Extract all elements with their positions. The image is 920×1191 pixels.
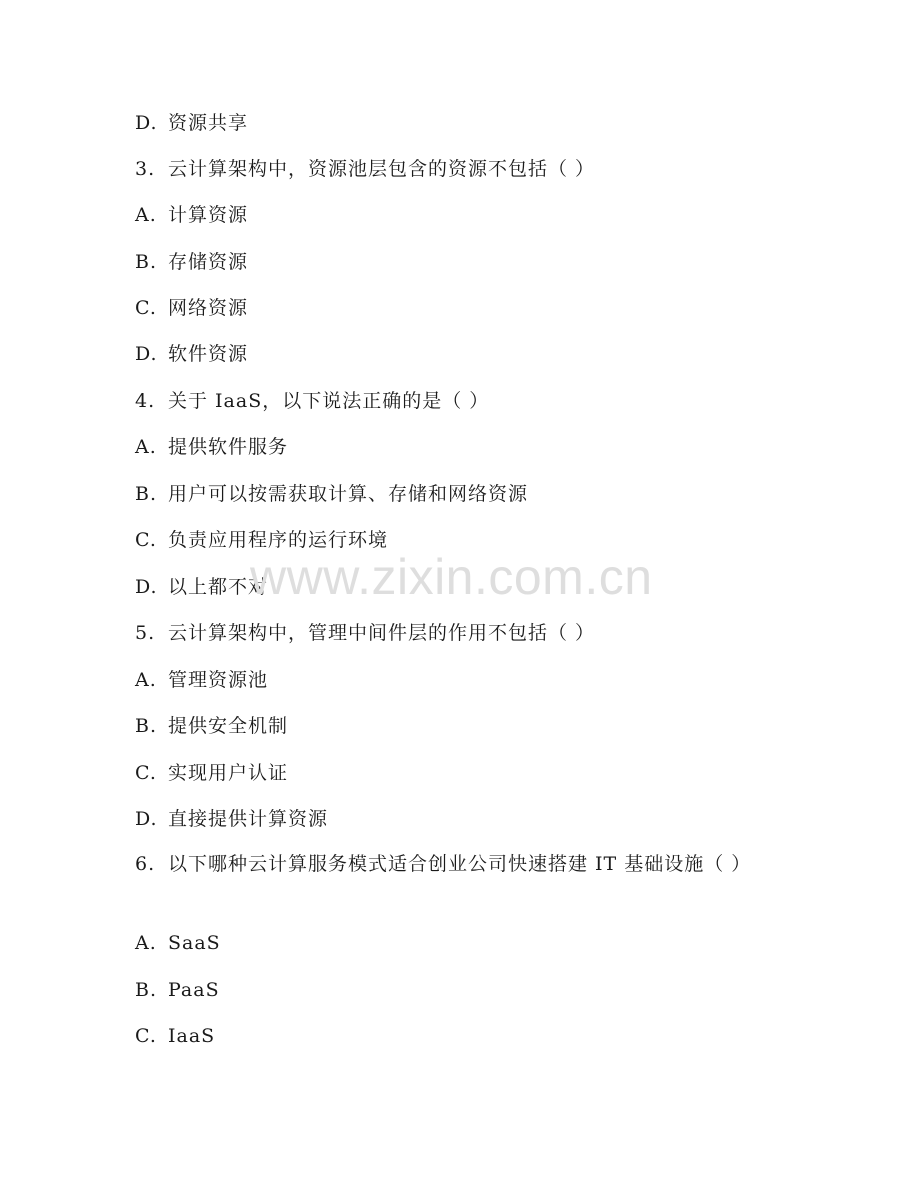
- option-text: SaaS: [168, 932, 221, 954]
- option-label: C.: [135, 297, 157, 319]
- question-number: 6.: [135, 853, 156, 875]
- option-text: 用户可以按需获取计算、存储和网络资源: [168, 483, 529, 505]
- option-text: 计算资源: [168, 204, 249, 226]
- option-d-q3: [135, 342, 755, 366]
- option-text: 提供安全机制: [168, 715, 289, 737]
- question-text: 云计算架构中，资源池层包含的资源不包括（ ）: [168, 158, 596, 180]
- option-label: D.: [135, 576, 158, 598]
- option-label: A.: [135, 204, 157, 226]
- question-number: 3.: [135, 158, 156, 180]
- option-text: 直接提供计算资源: [168, 808, 329, 830]
- option-c-q6: [135, 1024, 755, 1048]
- question-text: 关于 IaaS，以下说法正确的是（ ）: [168, 390, 490, 412]
- option-text: 负责应用程序的运行环境: [168, 529, 389, 551]
- watermark: www.zixin.com.cn: [250, 549, 653, 605]
- option-label: C.: [135, 529, 157, 551]
- option-label: D.: [135, 343, 158, 365]
- option-text: 管理资源池: [168, 669, 269, 691]
- option-text: 以上都不对: [168, 576, 269, 598]
- question-4: [135, 389, 755, 413]
- option-label: B.: [135, 483, 158, 505]
- option-label: A.: [135, 436, 157, 458]
- option-label: B.: [135, 979, 158, 1001]
- option-label: C.: [135, 1025, 157, 1047]
- option-b-q5: [135, 714, 755, 738]
- option-label: A.: [135, 669, 157, 691]
- option-b-q3: [135, 250, 755, 274]
- question-text: 云计算架构中，管理中间件层的作用不包括（ ）: [168, 622, 596, 644]
- option-c-q5: [135, 761, 755, 785]
- option-text: IaaS: [168, 1025, 216, 1047]
- option-d-q2: [135, 111, 755, 135]
- option-label: B.: [135, 251, 158, 273]
- option-a-q3: [135, 203, 755, 227]
- option-text: PaaS: [168, 979, 220, 1001]
- option-d-q5: [135, 807, 755, 831]
- option-b-q4: [135, 482, 755, 506]
- option-label: B.: [135, 715, 158, 737]
- option-c-q3: [135, 296, 755, 320]
- option-a-q5: [135, 668, 755, 692]
- option-label: D.: [135, 808, 158, 830]
- question-number: 5.: [135, 622, 156, 644]
- question-5: [135, 621, 755, 645]
- option-a-q4: [135, 435, 755, 459]
- question-text: 以下哪种云计算服务模式适合创业公司快速搭建 IT 基础设施（ ）: [168, 853, 752, 875]
- option-label: C.: [135, 762, 157, 784]
- question-6: [135, 849, 755, 879]
- option-text: 提供软件服务: [168, 436, 289, 458]
- option-text: 存储资源: [168, 251, 249, 273]
- option-b-q6: [135, 978, 755, 1002]
- option-label: D.: [135, 112, 158, 134]
- option-text: 软件资源: [168, 343, 249, 365]
- option-text: 网络资源: [168, 297, 249, 319]
- question-number: 4.: [135, 390, 156, 412]
- option-text: 实现用户认证: [168, 762, 289, 784]
- option-text: 资源共享: [168, 112, 249, 134]
- option-a-q6: [135, 931, 755, 955]
- question-3: [135, 157, 755, 181]
- option-label: A.: [135, 932, 157, 954]
